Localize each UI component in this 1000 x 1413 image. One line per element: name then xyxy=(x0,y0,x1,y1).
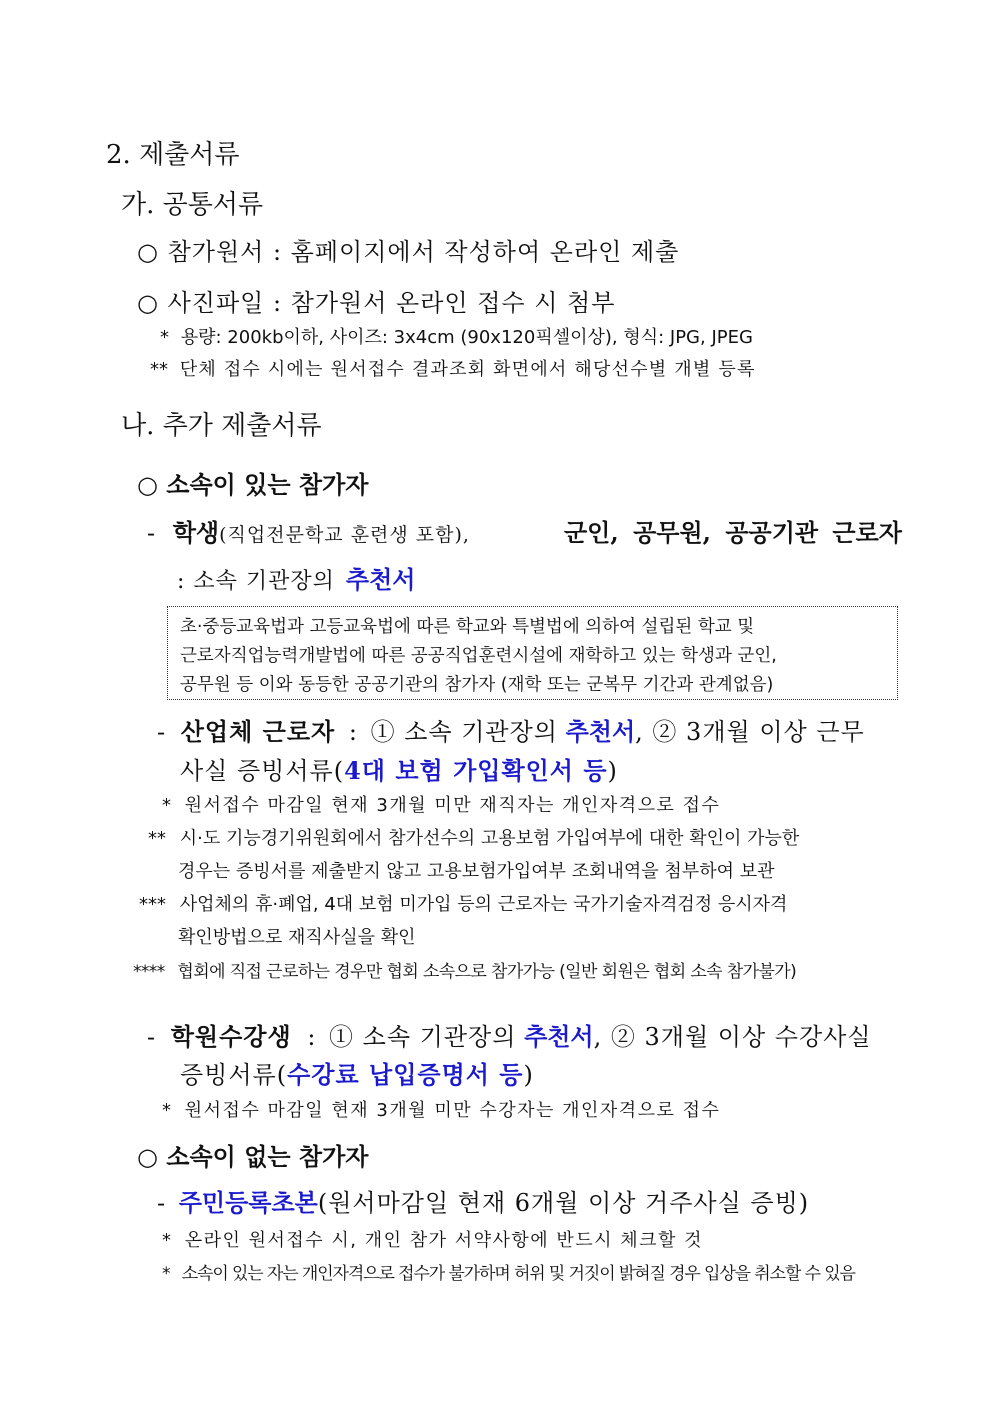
industry-p2: , ② 3개월 이상 근무 xyxy=(635,718,865,746)
note-mark: *** xyxy=(139,894,166,915)
dash: - xyxy=(147,1023,156,1051)
dash: - xyxy=(157,1189,166,1217)
academy-line2-suffix: ) xyxy=(523,1061,533,1089)
note-mark: * xyxy=(162,1100,171,1121)
academy-line-1 xyxy=(147,1017,872,1052)
student-detail: (직업전문학교 훈련생 포함), xyxy=(219,524,470,546)
student-doc-prefix: : 소속 기관장의 xyxy=(177,569,335,594)
unaffiliated-doc: 주민등록초본 xyxy=(178,1188,318,1217)
student-label: 학생 xyxy=(172,518,220,547)
unaffiliated-note-2 xyxy=(162,1259,855,1284)
section-title: 2. 제출서류 xyxy=(106,140,240,170)
note-text: 협회에 직접 근로하는 경우만 협회 소속으로 참가가능 (일반 회원은 협회 소속 참가불가) xyxy=(177,962,797,982)
note-mark: ** xyxy=(148,828,166,849)
note-mark: ** xyxy=(150,359,168,380)
common-item-text: 참가원서 : 홈페이지에서 작성하여 온라인 제출 xyxy=(167,238,680,266)
industry-line2-prefix: 사실 증빙서류( xyxy=(180,757,345,785)
common-item-photo xyxy=(137,283,615,318)
industry-note-2-cont: 경우는 증빙서를 제출받지 않고 고용보험가입여부 조회내역을 첨부하여 보관 xyxy=(178,861,775,882)
student-line xyxy=(147,513,902,548)
dash: - xyxy=(157,718,166,746)
unaffiliated-doc-line xyxy=(157,1183,809,1218)
industry-doc1: 추천서 xyxy=(565,717,636,746)
affiliated-heading: ○ 소속이 있는 참가자 xyxy=(137,471,369,499)
industry-doc2: 4대 보험 가입확인서 등 xyxy=(344,756,608,785)
industry-label: 산업체 근로자 xyxy=(180,717,336,746)
student-doc-recommendation: 추천서 xyxy=(345,565,416,594)
student-doc-line xyxy=(177,560,415,595)
bullet: ○ xyxy=(137,289,159,317)
industry-line2-suffix: ) xyxy=(607,757,617,785)
academy-sep: : xyxy=(307,1023,316,1051)
dash: - xyxy=(147,519,156,547)
student-others: 군인, 공무원, 공공기관 근로자 xyxy=(564,518,902,547)
common-item-application xyxy=(137,232,679,267)
unaffiliated-detail: (원서마감일 현재 6개월 이상 거주사실 증빙) xyxy=(317,1189,810,1217)
industry-sep: : xyxy=(348,718,357,746)
note-text: 원서접수 마감일 현재 3개월 미만 재직자는 개인자격으로 접수 xyxy=(184,795,721,816)
academy-doc1: 추천서 xyxy=(524,1022,594,1051)
academy-p2: , ② 3개월 이상 수강사실 xyxy=(593,1023,872,1051)
eligibility-note-box xyxy=(167,606,898,700)
note-text: 용량: 200kb이하, 사이즈: 3x4cm (90x120픽셀이상), 형식: JPG, JPEG xyxy=(180,327,753,348)
industry-p1: ① 소속 기관장의 xyxy=(370,718,558,746)
industry-line-1 xyxy=(157,712,902,747)
academy-line-2 xyxy=(180,1055,533,1090)
common-note-2 xyxy=(150,355,756,381)
common-docs-title: 가. 공통서류 xyxy=(121,190,264,220)
industry-note-3-cont: 확인방법으로 재직사실을 확인 xyxy=(178,927,416,948)
academy-note-1 xyxy=(162,1096,720,1122)
note-text: 소속이 있는 자는 개인자격으로 접수가 불가하며 허위 및 거짓이 밝혀질 경우 입상을 취소할 수 있음 xyxy=(181,1264,855,1284)
industry-note-4 xyxy=(133,957,796,982)
note-mark: * xyxy=(162,1230,171,1251)
additional-docs-title: 나. 추가 제출서류 xyxy=(121,411,322,441)
note-text: 사업체의 휴·폐업, 4대 보험 미가입 등의 근로자는 국가기술자격검정 응시자격 xyxy=(179,894,788,915)
academy-label: 학원수강생 xyxy=(170,1022,292,1051)
common-note-1 xyxy=(160,323,753,349)
note-mark: * xyxy=(160,327,169,348)
unaffiliated-heading: ○ 소속이 없는 참가자 xyxy=(137,1143,369,1171)
note-mark: **** xyxy=(133,962,165,982)
industry-note-2 xyxy=(148,824,799,850)
industry-note-3 xyxy=(139,890,787,916)
box-line-2: 근로자직업능력개발법에 따른 공공직업훈련시설에 재학하고 있는 학생과 군인, xyxy=(180,646,777,666)
bullet: ○ xyxy=(137,238,159,266)
note-mark: * xyxy=(162,795,171,816)
box-line-3: 공무원 등 이와 동등한 공공기관의 참가자 (재학 또는 군복무 기간과 관계없음) xyxy=(180,675,774,695)
note-text: 단체 접수 시에는 원서접수 결과조회 화면에서 해당선수별 개별 등록 xyxy=(179,359,756,380)
academy-doc2: 수강료 납입증명서 등 xyxy=(287,1060,524,1089)
note-mark: * xyxy=(162,1264,170,1284)
industry-line-2 xyxy=(180,751,617,786)
unaffiliated-note-1 xyxy=(162,1226,703,1252)
box-line-1: 초·중등교육법과 고등교육법에 따른 학교와 특별법에 의하여 설립된 학교 및 xyxy=(180,617,755,637)
industry-note-1 xyxy=(162,791,720,817)
note-text: 시·도 기능경기위원회에서 참가선수의 고용보험 가입여부에 대한 확인이 가능한 xyxy=(179,828,800,849)
academy-line2-prefix: 증빙서류( xyxy=(180,1061,288,1089)
academy-p1: ① 소속 기관장의 xyxy=(329,1023,517,1051)
note-text: 원서접수 마감일 현재 3개월 미만 수강자는 개인자격으로 접수 xyxy=(184,1100,721,1121)
common-item-text: 사진파일 : 참가원서 온라인 접수 시 첨부 xyxy=(167,289,616,317)
note-text: 온라인 원서접수 시, 개인 참가 서약사항에 반드시 체크할 것 xyxy=(184,1230,704,1251)
